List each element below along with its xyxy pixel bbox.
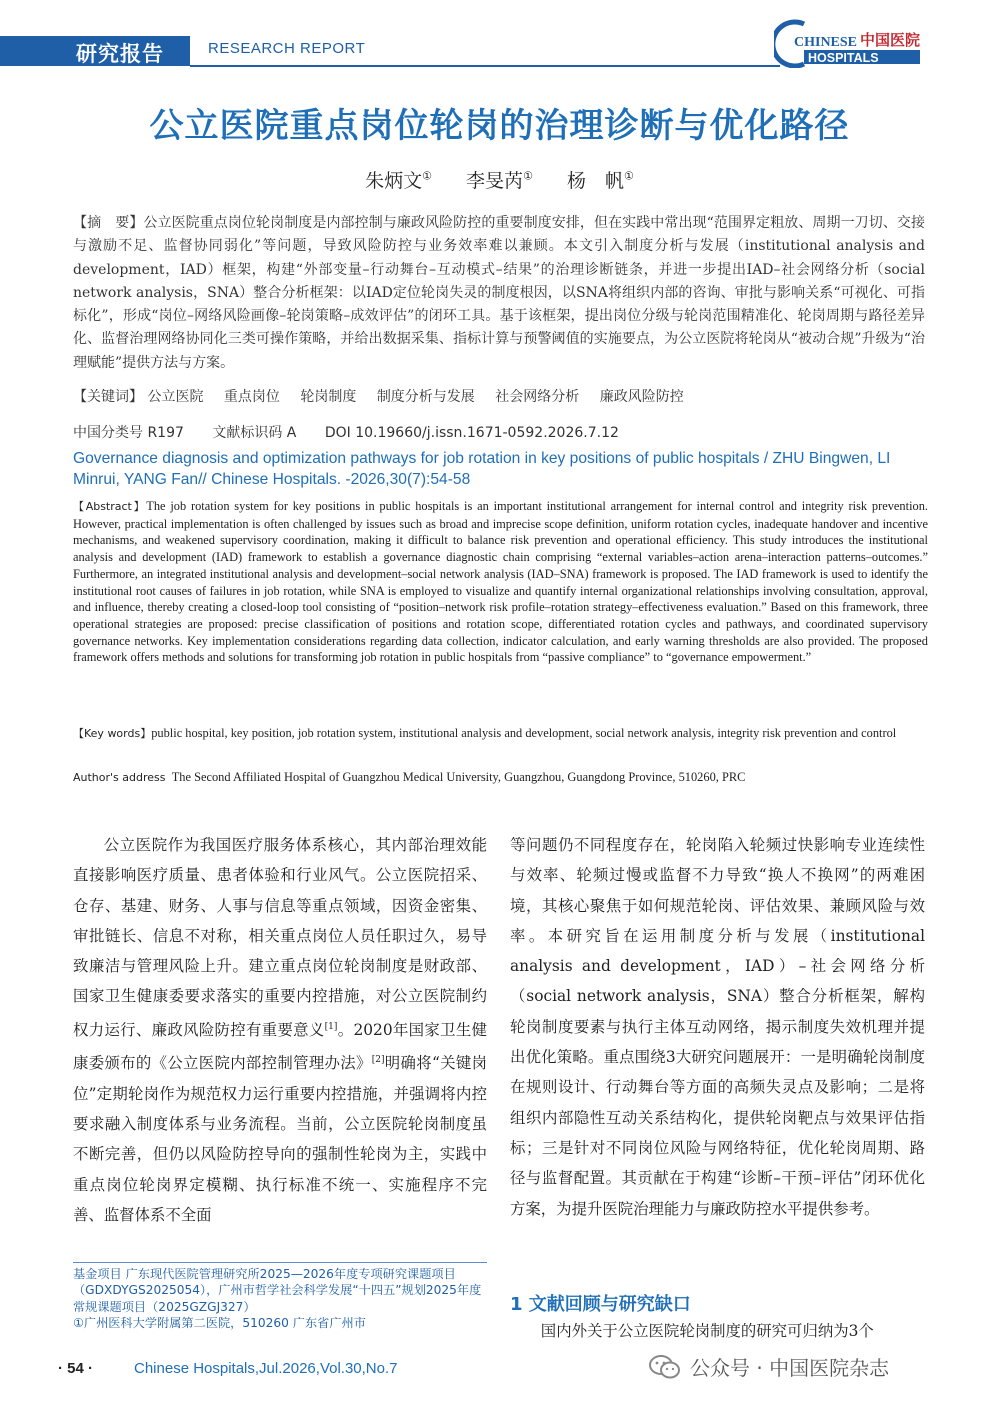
- abstract-cn-text: 公立医院重点岗位轮岗制度是内部控制与廉政风险防控的重要制度安排，但在实践中常出现“范围界定粗放、周期一刀切、交接与激励不足、监督协同弱化”等问题，导致风险防控与业务效率难以兼顾。本文引入制度分析与发展（institutional analysis and development，IAD）框架，构建“外部变量–行动舞台–互动模式–结果”的治理诊断链条，并进一步提出IAD–社会网络分析（social network analysis，SNA）整合分析框架：以IAD定位轮岗失灵的制度根因，以SNA将组织内部的咨询、审批与影响关系“可视化、可指标化”，形成“岗位–网络风险画像–轮岗策略–成效评估”的闭环工具。基于该框架，提出岗位分级与轮岗范围精准化、轮岗周期与路径差异化、监督治理网络协同化三类可操作策略，并给出数据采集、指标计算与预警阈值的实施要点，为公立医院将轮岗从“被动合规”升级为“治理赋能”提供方法与方案。: [73, 215, 926, 371]
- reference-marker: [1]: [324, 1021, 338, 1032]
- section-label-en: RESEARCH REPORT: [208, 40, 366, 57]
- keywords-en-text: public hospital, key position, job rotation system, institutional analysis and development, social network analysis, integrity risk prevention and control: [151, 726, 897, 740]
- wechat-icon: [648, 1354, 682, 1380]
- keyword-cn: 制度分析与发展: [376, 389, 475, 405]
- abstract-cn: [73, 212, 925, 375]
- logo-bottom-text: HOSPITALS: [808, 51, 879, 65]
- header-rule: [190, 65, 780, 67]
- keyword-cn: 廉政风险防控: [599, 389, 684, 405]
- author-address: [73, 770, 745, 785]
- abstract-en-label: 【Abstract】: [73, 500, 147, 513]
- footnote-rule: [73, 1262, 487, 1263]
- author-2: 李旻芮①: [466, 169, 533, 192]
- watermark-text: 公众号 · 中国医院杂志: [690, 1356, 890, 1380]
- abstract-cn-label: 【摘 要】: [73, 215, 144, 231]
- section-tab: [0, 36, 190, 66]
- logo-cn-text: 中国医院: [860, 31, 921, 49]
- keyword-cn: 公立医院: [147, 389, 204, 405]
- title-en-citation: Governance diagnosis and optimization pathways for job rotation in key positions of public hospitals / ZHU Bingwen, LI Minrui, YANG Fan// Chinese Hospitals. -2026,30(7):54-58: [73, 450, 891, 488]
- reference-marker: [2]: [371, 1055, 385, 1066]
- doi: DOI 10.19660/j.issn.1671-0592.2026.7.12: [324, 425, 619, 441]
- keywords-cn-label: 【关键词】: [73, 389, 143, 405]
- keywords-en: [73, 723, 928, 744]
- abstract-en-text: The job rotation system for key positions in public hospitals is an important institutional arrangement for internal control and integrity risk prevention. However, practical implementation is often challenged by issues such as broad and imprecise scope definition, uniform rotation cycles, inadequate handover and incentive mechanisms, and weakened supervisory coordination, making it difficult to balance risk prevention and operational efficiency. This study introduces the institutional analysis and development (IAD) framework to establish a governance diagnostic chain comprising “external variables–action arena–interaction patterns–outcomes.” Furthermore, an integrated institutional analysis and development–social network analysis (IAD–SNA) framework is proposed. The IAD framework is used to identify the institutional root causes of failures in job rotation, while SNA is employed to visualize and quantify internal organizational relationships involving consultation, approval, and influence, thereby creating a closed-loop tool consisting of “position–network risk profile–rotation strategy–effectiveness evaluation.” Based on this framework, three operational strategies are proposed: precise classification of positions and rotation scope, differentiated rotation cycles and pathways, and coordinated supervisory governance networks. Key implementation considerations regarding data collection, indicator calculation, and early warning thresholds are also provided. The proposed framework offers methods and solutions for transforming job rotation in public hospitals from “passive compliance” to “governance empowerment.”: [73, 499, 928, 665]
- author-1: 朱炳文①: [365, 169, 432, 192]
- keyword-cn: 重点岗位: [223, 389, 280, 405]
- fund-note: 基金项目 广东现代医院管理研究所2025—2026年度专项研究课题项目（GDXDYGS2025054），广州市哲学社会科学发展“十四五”规划2025年度常规课题项目（2025GZGJ327）: [73, 1267, 482, 1314]
- keywords-en-label: 【Key words】: [73, 727, 152, 740]
- author-3: 杨 帆①: [566, 169, 634, 192]
- page-number: · 54 ·: [58, 1360, 94, 1377]
- section-paragraph: 国内外关于公立医院轮岗制度的研究可归纳为3个: [540, 1322, 874, 1340]
- keywords-cn: [73, 386, 700, 406]
- doc-code: 文献标识码 A: [212, 425, 297, 441]
- body-paragraph: 公立医院作为我国医疗服务体系核心，其内部治理效能直接影响医疗质量、患者体验和行业风气。公立医院招采、仓存、基建、财务、人事与信息等重点领域，因资金密集、审批链长、信息不对称，相关重点岗位人员任职过久，易导致廉洁与管理风险上升。建立重点岗位轮岗制度是财政部、国家卫生健康委要求落实的重要内控措施，对公立医院制约权力运行、廉政风险防控有重要意义[1]。2020年国家卫生健康委颁布的《公立医院内部控制管理办法》[2]明确将“关键岗位”定期轮岗作为规范权力运行重要内控措施，并强调将内控要求融入制度体系与业务流程。当前，公立医院轮岗制度虽不断完善，但仍以风险防控导向的强制性轮岗为主，实践中重点岗位轮岗界定模糊、执行标准不统一、实施程序不完善、监督体系不全面: [73, 836, 487, 1224]
- abstract-en: [73, 498, 928, 666]
- body-paragraph: 等问题仍不同程度存在，轮岗陷入轮频过快影响专业连续性与效率、轮频过慢或监督不力导致“换人不换网”的两难困境，其核心聚焦于如何规范轮岗、评估效果、兼顾风险与效率。本研究旨在运用制度分析与发展（institutional analysis and development，IAD）–社会网络分析（social network analysis，SNA）整合分析框架，解构轮岗制度要素与执行主体互动网络，揭示制度失效机理并提出优化策略。重点围绕3大研究问题展开：一是明确轮岗制度在规则设计、行动舞台等方面的高频失灵点及影响；二是将组织内部隐性互动关系结构化，提供轮岗靶点与效果评估指标；三是针对不同岗位风险与网络特征，优化轮岗周期、路径与监督配置。其贡献在于构建“诊断–干预–评估”闭环优化方案，为提升医院治理能力与廉政防控水平提供参考。: [510, 836, 925, 1218]
- journal-citation: Chinese Hospitals,Jul.2026,Vol.30,No.7: [134, 1360, 398, 1377]
- class-number: 中国分类号 R197: [73, 425, 184, 441]
- keyword-cn: 社会网络分析: [495, 389, 580, 405]
- author-list: [0, 166, 999, 193]
- logo-top-text: CHINESE: [794, 35, 858, 50]
- journal-logo: [774, 18, 924, 68]
- wechat-watermark: [648, 1352, 889, 1381]
- classification-line: [73, 422, 643, 442]
- keyword-cn: 轮岗制度: [300, 389, 357, 405]
- address-text: The Second Affiliated Hospital of Guangzhou Medical University, Guangzhou, Guangdong Province, 510260, PRC: [171, 770, 746, 784]
- body-column-right: [510, 830, 925, 1224]
- section-heading: 1 文献回顾与研究缺口: [510, 1294, 691, 1315]
- body-column-left: [73, 830, 487, 1230]
- section-label-cn: 研究报告: [76, 42, 164, 66]
- article-title: 公立医院重点岗位轮岗的治理诊断与优化路径: [149, 106, 850, 146]
- address-label: Author's address: [73, 771, 166, 784]
- affiliation-note: ①广州医科大学附属第二医院，510260 广东省广州市: [73, 1315, 366, 1330]
- footnote: [73, 1266, 487, 1331]
